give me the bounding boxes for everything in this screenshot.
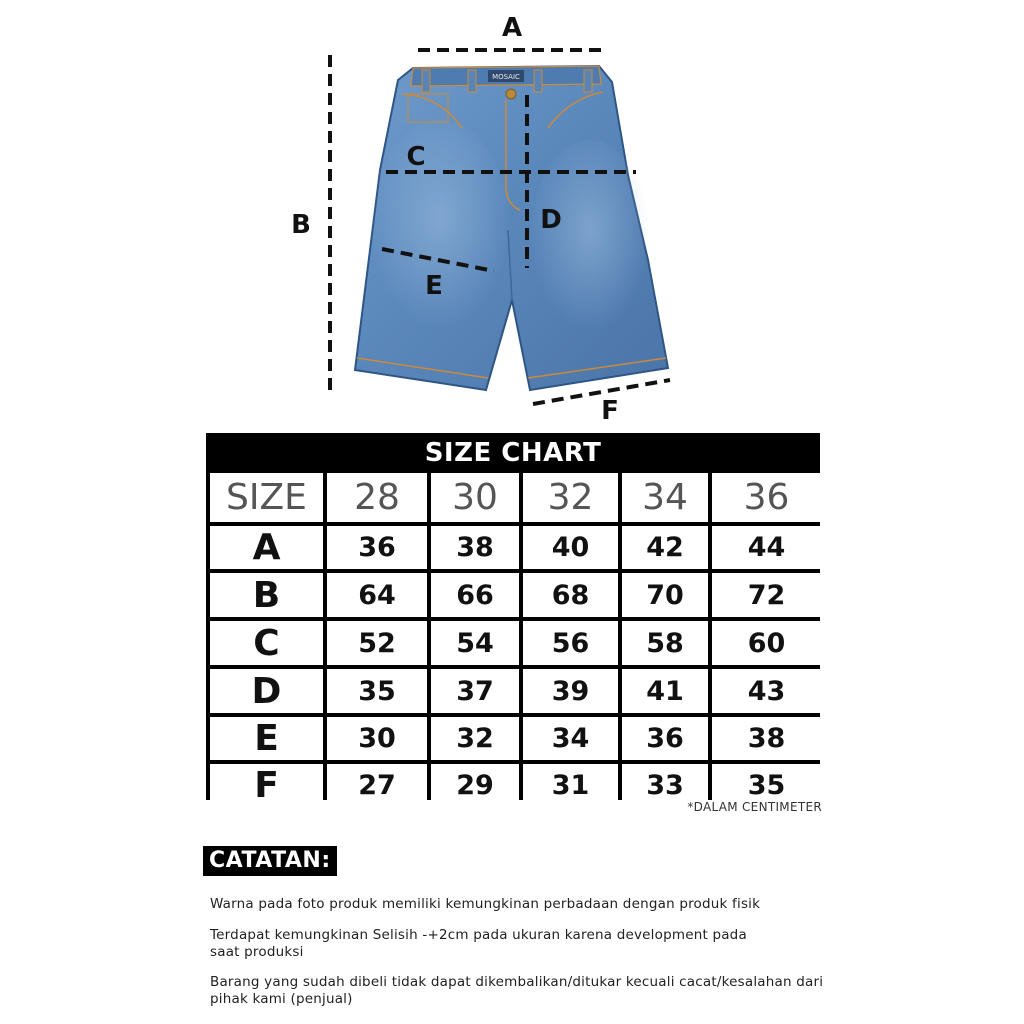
table-cell: 42: [622, 526, 708, 569]
table-cell: 36: [622, 717, 708, 760]
table-cell: 39: [523, 669, 618, 713]
unit-note: *DALAM CENTIMETER: [687, 800, 822, 814]
table-cell: 44: [712, 526, 821, 569]
label-e: E: [425, 271, 443, 301]
table-cell: 38: [712, 717, 821, 760]
header-size-32: 32: [523, 473, 618, 522]
header-size: SIZE: [210, 473, 323, 522]
row-label-e: E: [210, 717, 323, 760]
table-cell: 30: [327, 717, 427, 760]
notes-heading: CATATAN:: [203, 846, 337, 876]
header-size-36: 36: [712, 473, 821, 522]
table-cell: 56: [523, 621, 618, 665]
table-cell: 72: [712, 573, 821, 617]
header-size-30: 30: [431, 473, 519, 522]
table-cell: 40: [523, 526, 618, 569]
note-item: Terdapat kemungkinan Selisih -+2cm pada ukuran karena development pada saat produksi: [210, 927, 747, 960]
size-chart-table: [206, 433, 820, 806]
table-cell: 66: [431, 573, 519, 617]
table-cell: 37: [431, 669, 519, 713]
table-cell: 31: [523, 764, 618, 807]
table-cell: 64: [327, 573, 427, 617]
label-d: D: [540, 205, 562, 235]
size-chart-title: SIZE CHART: [424, 438, 602, 468]
header-size-34: 34: [622, 473, 708, 522]
note-item: Barang yang sudah dibeli tidak dapat dikembalikan/ditukar kecuali cacat/kesalahan dari pihak kami (penjual): [210, 974, 824, 1007]
shorts-measurement-diagram: [0, 0, 1024, 430]
brand-tag: MOSAIC: [492, 73, 520, 81]
table-cell: 41: [622, 669, 708, 713]
table-cell: 58: [622, 621, 708, 665]
table-cell: 35: [327, 669, 427, 713]
table-cell: 27: [327, 764, 427, 807]
table-cell: 68: [523, 573, 618, 617]
table-cell: 38: [431, 526, 519, 569]
size-chart-grid: [210, 473, 816, 806]
table-cell: 34: [523, 717, 618, 760]
table-cell: 29: [431, 764, 519, 807]
table-cell: 32: [431, 717, 519, 760]
table-cell: 54: [431, 621, 519, 665]
denim-shorts-image: [355, 66, 668, 390]
row-label-b: B: [210, 573, 323, 617]
label-f: F: [601, 396, 619, 426]
row-label-c: C: [210, 621, 323, 665]
row-label-f: F: [210, 764, 323, 807]
table-cell: 70: [622, 573, 708, 617]
table-cell: 60: [712, 621, 821, 665]
table-cell: 52: [327, 621, 427, 665]
table-cell: 43: [712, 669, 821, 713]
row-label-a: A: [210, 526, 323, 569]
label-b: B: [291, 210, 311, 240]
note-item: Warna pada foto produk memiliki kemungkinan perbadaan dengan produk fisik: [210, 896, 761, 912]
row-label-d: D: [210, 669, 323, 713]
table-cell: 35: [712, 764, 821, 807]
header-size-28: 28: [327, 473, 427, 522]
label-c: C: [406, 142, 426, 172]
table-cell: 36: [327, 526, 427, 569]
label-a: A: [501, 13, 523, 43]
table-cell: 33: [622, 764, 708, 807]
